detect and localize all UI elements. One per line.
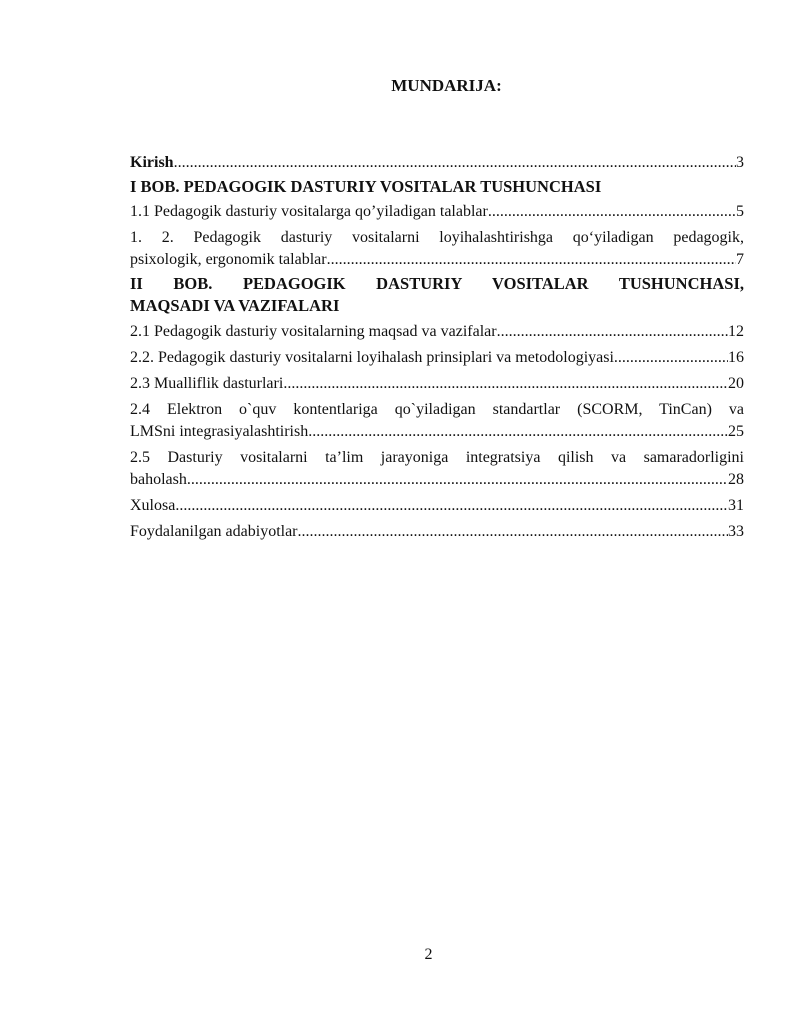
toc-chapter-2 (130, 273, 744, 317)
toc-entry-label: Kirish (130, 154, 174, 171)
dot-leader (175, 495, 728, 517)
dot-leader (327, 249, 736, 271)
toc-entry-page: 5 (736, 203, 744, 220)
toc-entry-1-2 (130, 227, 744, 271)
dot-leader (308, 421, 728, 443)
toc-entry-page: 25 (728, 423, 744, 440)
toc-entry-page: 16 (728, 349, 744, 366)
toc-entry-2-1 (130, 321, 744, 343)
toc-entry-label: Foydalanilgan adabiyotlar (130, 523, 298, 540)
dot-leader (283, 373, 728, 395)
toc-entry-1-1 (130, 201, 744, 223)
toc-entry-page: 3 (736, 154, 744, 171)
toc-entry-xulosa (130, 495, 744, 517)
toc-entry-label: 2.3 Mualliflik dasturlari (130, 375, 284, 392)
toc-entry-2-2 (130, 347, 744, 369)
toc-entry-label-line1: 1. 2. Pedagogik dasturiy vositalarni loyihalashtirishga qo‘yiladigan pedagogik, (130, 229, 744, 246)
toc-entry-label-line2: baholash (130, 471, 187, 488)
toc-entry-2-5 (130, 447, 744, 491)
toc-chapter-line2: MAQSADI VA VAZIFALARI (130, 296, 340, 315)
toc-entry-2-4 (130, 399, 744, 443)
toc-entry-label-line2: psixologik, ergonomik talablar (130, 251, 327, 268)
toc-entry-label-line1: 2.4 Elektron o`quv kontentlariga qo`yiladigan standartlar (SCORM, TinCan) va (130, 401, 744, 418)
toc-entry-page: 31 (728, 497, 744, 514)
toc-entry-label: Xulosa (130, 497, 176, 514)
dot-leader (497, 321, 728, 343)
dot-leader (187, 469, 728, 491)
table-of-contents (130, 152, 744, 545)
toc-entry-adabiyotlar (130, 521, 744, 543)
page-number: 2 (424, 946, 433, 963)
dot-leader (488, 201, 736, 223)
page-title: MUNDARIJA: (391, 76, 502, 95)
dot-leader (174, 152, 736, 174)
toc-entry-label: 2.1 Pedagogik dasturiy vositalarning maqsad va vazifalar (130, 323, 497, 340)
toc-entry-page: 7 (736, 251, 744, 268)
toc-entry-page: 28 (728, 471, 744, 488)
toc-entry-label-line1: 2.5 Dasturiy vositalarni ta’lim jarayoniga integratsiya qilish va samaradorligini (130, 449, 744, 466)
toc-entry-page: 33 (728, 523, 744, 540)
toc-entry-kirish (130, 152, 744, 174)
toc-entry-page: 12 (728, 323, 744, 340)
toc-chapter-1: I BOB. PEDAGOGIK DASTURIY VOSITALAR TUSHUNCHASI (130, 177, 602, 196)
toc-entry-2-3 (130, 373, 744, 395)
toc-entry-page: 20 (728, 375, 744, 392)
toc-entry-label: 1.1 Pedagogik dasturiy vositalarga qo’yiladigan talablar (130, 203, 488, 220)
dot-leader (298, 521, 728, 543)
toc-entry-label-line2: LMSni integrasiyalashtirish (130, 423, 309, 440)
dot-leader (614, 347, 728, 369)
toc-chapter-line1: II BOB. PEDAGOGIK DASTURIY VOSITALAR TUSHUNCHASI, (130, 274, 744, 293)
toc-entry-label: 2.2. Pedagogik dasturiy vositalarni loyihalash prinsiplari va metodologiyasi (130, 349, 614, 366)
